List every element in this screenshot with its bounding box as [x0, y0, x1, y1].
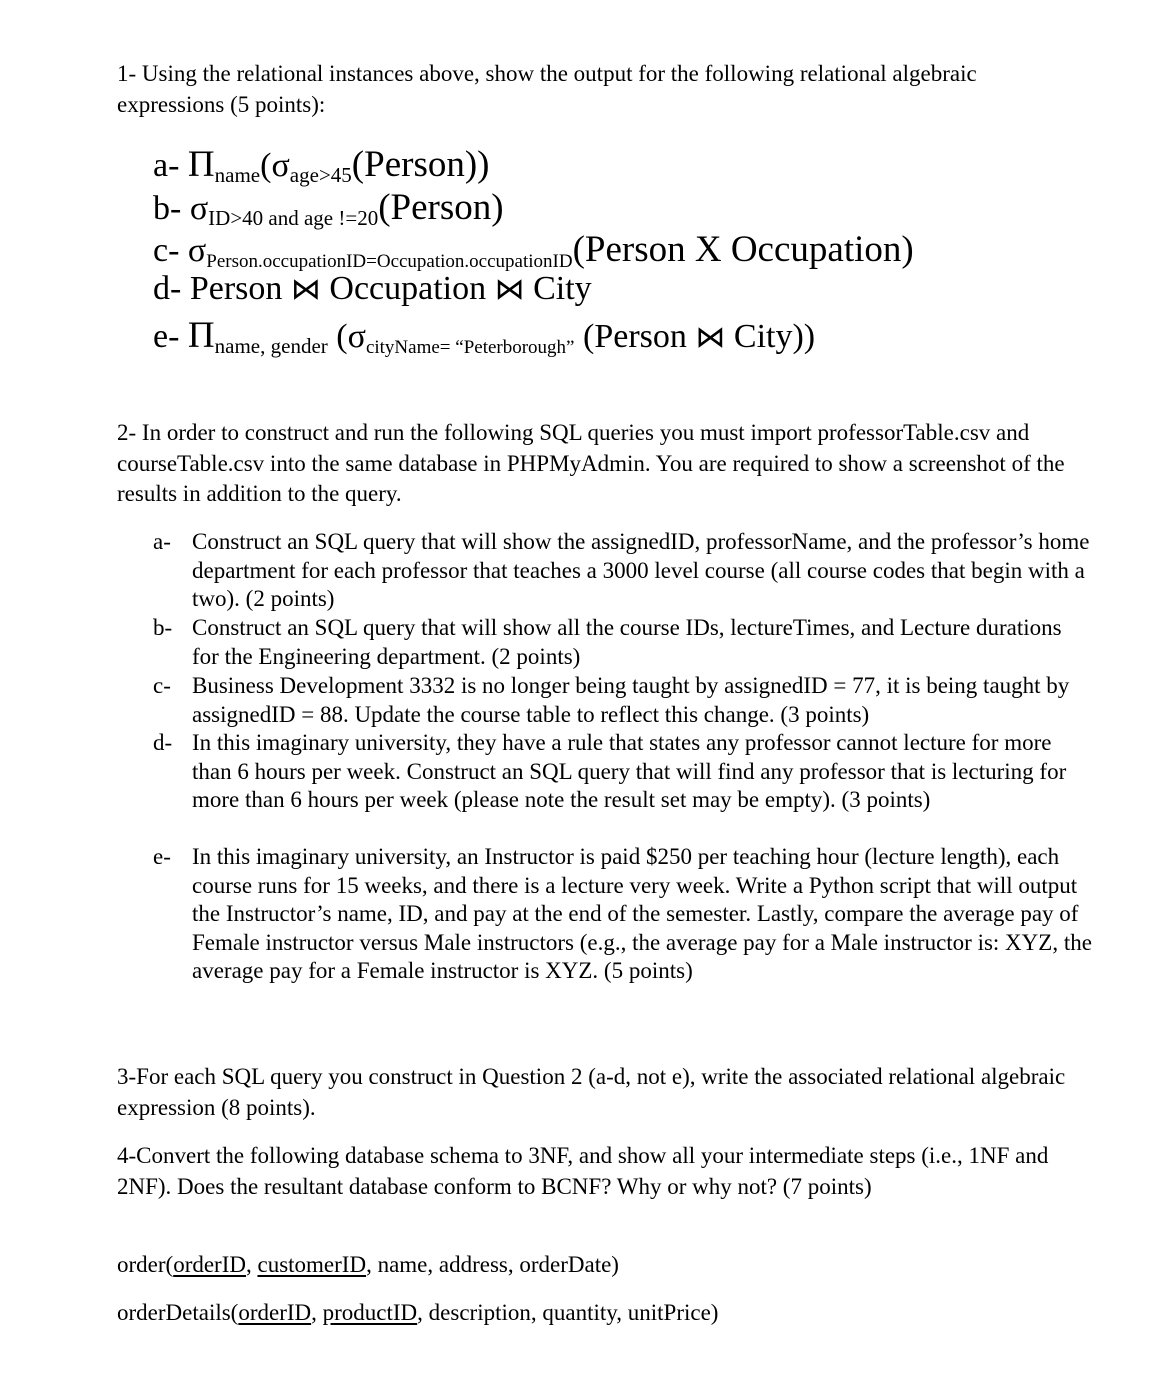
separator: ,	[311, 1300, 323, 1325]
item-label: b-	[153, 615, 173, 640]
primary-key: productID	[322, 1300, 418, 1325]
expression-a	[153, 143, 489, 186]
sigma-symbol: σ	[187, 232, 207, 269]
expr-label: c-	[153, 232, 180, 269]
expr-rest: (Person))	[351, 144, 490, 185]
expr-label: d-	[153, 270, 182, 307]
item-text: Construct an SQL query that will show the assignedID, professorName, and the professor’s home department for each professor that teaches a 3000 level course (all course codes that begin with a two). (2 points)	[192, 529, 1090, 612]
item-label: a-	[153, 529, 171, 554]
expression-d	[153, 270, 592, 308]
natural-join-icon: ⋈	[695, 321, 726, 354]
item-text: Business Development 3332 is no longer being taught by assignedID = 77, it is being taught by assignedID = 88. Update the course table to reflect this change. (3 points)	[192, 673, 1070, 727]
primary-key: orderID	[173, 1252, 246, 1277]
schema-order	[117, 1250, 619, 1281]
attributes: , name, address, orderDate)	[366, 1252, 619, 1277]
primary-key: customerID	[257, 1252, 367, 1277]
sigma-subscript: cityName= “Peterborough”	[365, 337, 575, 358]
attributes: , description, quantity, unitPrice)	[417, 1300, 719, 1325]
q1-intro: 1- Using the relational instances above, show the output for the following relational algebraic expressions (5 points):	[117, 61, 977, 117]
relation-name: order(	[117, 1252, 174, 1277]
expr-label: e-	[153, 318, 180, 355]
relation-occupation: Occupation	[329, 270, 487, 307]
pi-subscript: name, gender	[214, 334, 328, 358]
primary-key: orderID	[238, 1300, 312, 1325]
q3-text: 3-For each SQL query you construct in Question 2 (a-d, not e), write the associated relational algebraic expression (8 points).	[117, 1064, 1066, 1120]
paren: (	[336, 318, 348, 355]
item-text: In this imaginary university, they have a rule that states any professor cannot lecture for more than 6 hours per week. Construct an SQL query that will find any professor that is lecturing for more than 6 hours per week (please note the result set may be empty). (3 points)	[192, 730, 1067, 813]
expr-label: a-	[153, 147, 180, 184]
sigma-subscript: Person.occupationID=Occupation.occupationID	[206, 251, 573, 272]
natural-join-icon: ⋈	[494, 273, 525, 306]
sigma-subscript: ID>40 and age !=20	[208, 206, 379, 230]
sigma-symbol: σ	[347, 318, 366, 355]
expr-rest: (Person X Occupation)	[572, 229, 914, 270]
expr-label: b-	[153, 190, 182, 227]
q2-intro: 2- In order to construct and run the following SQL queries you must import professorTable.csv and courseTable.csv into the same database in PHPMyAdmin. You are required to show a screenshot of the results in addition to the query.	[117, 420, 1065, 506]
expr-rest: City))	[733, 318, 816, 355]
sigma-subscript: age>45	[289, 163, 352, 187]
pi-symbol: Π	[187, 315, 215, 356]
expression-e	[153, 314, 815, 357]
item-text: Construct an SQL query that will show all the course IDs, lectureTimes, and Lecture durations for the Engineering department. (2 points)	[192, 615, 1062, 669]
separator: ,	[245, 1252, 258, 1277]
q4-text: 4-Convert the following database schema to 3NF, and show all your intermediate steps (i.e., 1NF and 2NF). Does the resultant database conform to BCNF? Why or why not? (7 points)	[117, 1143, 1049, 1199]
item-text: In this imaginary university, an Instructor is paid $250 per teaching hour (lecture length), each course runs for 15 weeks, and there is a lecture very week. Write a Python script that will output the Instructor’s name, ID, and pay at the end of the semester. Lastly, compare the average pay of Female instructor versus Male instructors (e.g., the average pay for a Male instructor is: XYZ, the average pay for a Female instructor is XYZ. (5 points)	[192, 844, 1092, 984]
relation-city: City	[533, 270, 592, 307]
item-label: c-	[153, 673, 171, 698]
natural-join-icon: ⋈	[290, 273, 321, 306]
item-label: e-	[153, 844, 171, 869]
pi-subscript: name	[214, 163, 261, 187]
sigma-symbol: σ	[271, 147, 290, 184]
schema-order-details	[117, 1298, 718, 1329]
item-label: d-	[153, 730, 173, 755]
expr-rest: (Person	[583, 318, 687, 355]
expression-c	[153, 228, 914, 271]
expr-rest: (Person)	[378, 187, 504, 228]
pi-symbol: Π	[187, 144, 215, 185]
relation-name: orderDetails(	[117, 1300, 239, 1325]
sigma-symbol: σ	[189, 190, 209, 227]
relation-person: Person	[189, 270, 283, 307]
paren: (	[260, 147, 272, 184]
expression-b	[153, 186, 504, 229]
